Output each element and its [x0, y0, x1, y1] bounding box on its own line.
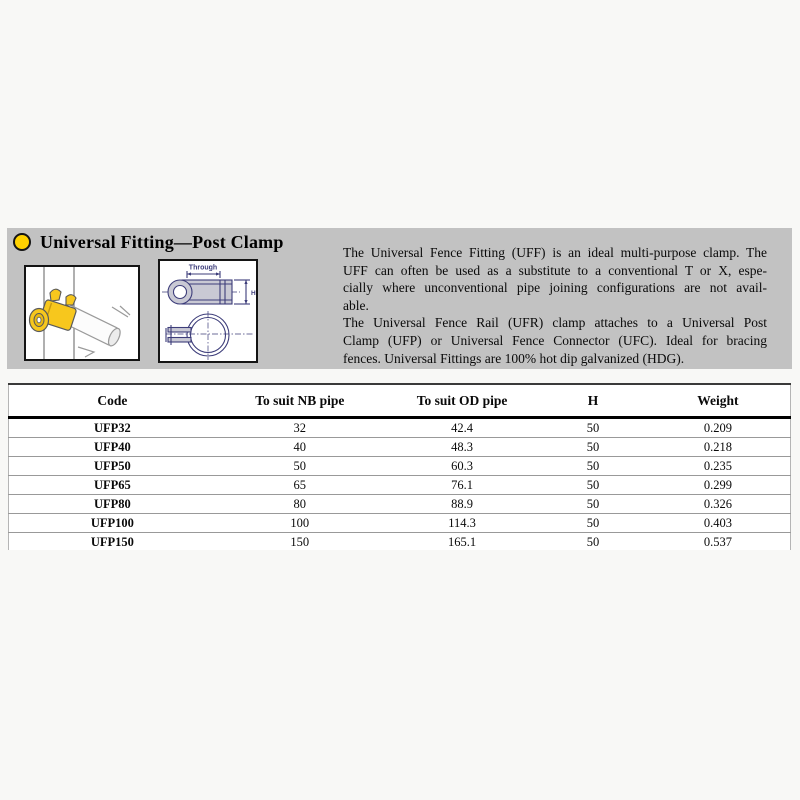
spec-table [8, 383, 791, 550]
cell: 50 [540, 495, 646, 514]
cell-code: UFP65 [9, 476, 216, 495]
spec-table-container [8, 383, 791, 550]
cell: 40 [216, 438, 384, 457]
table-row [9, 418, 791, 438]
description-line: The Universal Fence Fitting (UFF) is an ideal multi-purpose clamp. The [343, 245, 767, 260]
cell: 50 [540, 457, 646, 476]
table-row [9, 457, 791, 476]
description-line: able. [343, 297, 369, 313]
yellow-dot-icon [13, 233, 31, 251]
description [343, 244, 767, 367]
cell: 50 [540, 438, 646, 457]
cell: 0.218 [646, 438, 791, 457]
column-header: H [540, 384, 646, 418]
cell: 100 [216, 514, 384, 533]
table-header-row [9, 384, 791, 418]
product-illustration-frame [24, 265, 140, 361]
column-header: To suit NB pipe [216, 384, 384, 418]
cell-code: UFP150 [9, 533, 216, 551]
description-line: cially where unconventional pipe joining configurations are not avail- [343, 280, 767, 296]
description-line: Clamp (UFP) or Universal Fence Connector (UFC). Ideal for bracing [343, 332, 767, 348]
cell: 50 [540, 476, 646, 495]
column-header: Code [9, 384, 216, 418]
cell: 80 [216, 495, 384, 514]
cell: 42.4 [384, 418, 540, 438]
h-label: H [251, 290, 256, 297]
cell: 114.3 [384, 514, 540, 533]
arrow-marks [78, 347, 94, 357]
cell-code: UFP32 [9, 418, 216, 438]
cell: 88.9 [384, 495, 540, 514]
clamp-illustration [26, 267, 138, 359]
description-line: The Universal Fence Rail (UFR) clamp attaches to a Universal Post [343, 315, 767, 331]
cell: 50 [216, 457, 384, 476]
cell: 0.209 [646, 418, 791, 438]
cell-code: UFP100 [9, 514, 216, 533]
cell: 65 [216, 476, 384, 495]
yellow-clamp [30, 289, 77, 331]
column-header: Weight [646, 384, 791, 418]
cell: 0.326 [646, 495, 791, 514]
table-row [9, 514, 791, 533]
dimension-drawing [160, 261, 256, 361]
page-title: Universal Fitting—Post Clamp [40, 231, 284, 252]
table-row [9, 533, 791, 551]
cell: 150 [216, 533, 384, 551]
cell: 165.1 [384, 533, 540, 551]
cell: 0.403 [646, 514, 791, 533]
table-row [9, 495, 791, 514]
cell: 76.1 [384, 476, 540, 495]
section-title-row [13, 231, 284, 253]
table-body [9, 418, 791, 551]
cell: 50 [540, 533, 646, 551]
cell-code: UFP80 [9, 495, 216, 514]
through-label: Through [188, 264, 218, 272]
description-line: fences. Universal Fittings are 100% hot dip galvanized (HDG). [343, 350, 685, 366]
cell: 60.3 [384, 457, 540, 476]
column-header: To suit OD pipe [384, 384, 540, 418]
header-band [7, 228, 792, 369]
description-paragraph [343, 314, 767, 367]
cell: 32 [216, 418, 384, 438]
cell: 50 [540, 514, 646, 533]
arrow-marks [112, 306, 130, 317]
description-line: UFF can often be used as a substitute to a conventional T or X, espe- [343, 262, 767, 278]
technical-drawing-frame [158, 259, 258, 363]
cell: 0.537 [646, 533, 791, 551]
table-row [9, 438, 791, 457]
cell: 0.235 [646, 457, 791, 476]
cell: 50 [540, 418, 646, 438]
cell: 0.299 [646, 476, 791, 495]
table-row [9, 476, 791, 495]
cell: 48.3 [384, 438, 540, 457]
cell-code: UFP50 [9, 457, 216, 476]
description-paragraph [343, 244, 767, 314]
cell-code: UFP40 [9, 438, 216, 457]
